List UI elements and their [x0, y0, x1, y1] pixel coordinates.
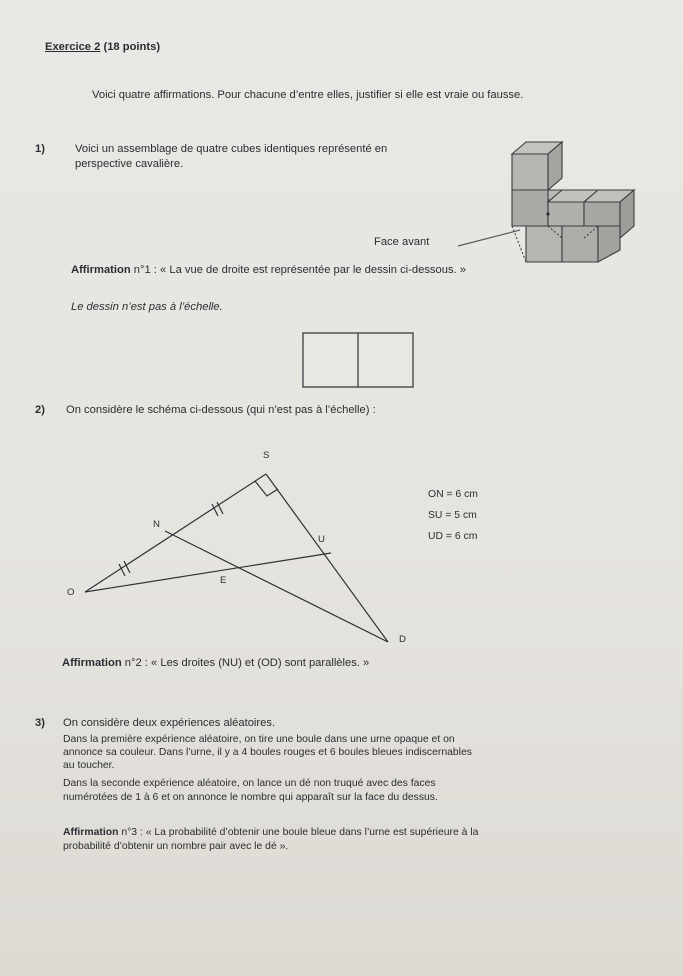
q3-p1-line2: annonce sa couleur. Dans l’urne, il y a 4 boules rouges et 6 boules bleues indiscernables	[63, 747, 472, 758]
exercise-points: (18 points)	[103, 41, 161, 53]
exercise-heading	[45, 40, 160, 54]
q1-number: 1)	[35, 143, 45, 155]
point-E: E	[220, 575, 227, 586]
point-N: N	[153, 519, 160, 530]
q1-line1: Voici un assemblage de quatre cubes identiques représenté en	[75, 143, 388, 155]
q1-line2: perspective cavalière.	[75, 158, 184, 170]
q3-affirmation-text: : « La probabilité d’obtenir une boule bleue dans l’urne est supérieure à la	[137, 827, 479, 838]
q3-affirmation-line2: probabilité d’obtenir un nombre pair avec le dé ».	[63, 841, 289, 852]
q1-affirmation-text: : « La vue de droite est représentée par le dessin ci-dessous. »	[150, 264, 467, 276]
q2-line1: On considère le schéma ci-dessous (qui n’est pas à l’échelle) :	[66, 404, 376, 416]
q2-affirmation-text: : « Les droites (NU) et (OD) sont parallèles. »	[141, 657, 370, 669]
right-view-drawing	[300, 330, 418, 390]
q2-affirmation-label: Affirmation	[62, 657, 122, 669]
q3-affirmation-num: n°3	[121, 827, 138, 838]
q3-p1-line3: au toucher.	[63, 760, 115, 771]
q3-affirmation	[63, 826, 478, 840]
q3-p1-line1: Dans la première expérience aléatoire, on tire une boule dans une urne opaque et on	[63, 734, 455, 745]
measure-UD: UD = 6 cm	[428, 531, 478, 542]
q1-affirmation-num: n°1	[133, 264, 151, 276]
triangle-figure	[55, 440, 415, 665]
q3-number: 3)	[35, 717, 45, 729]
measure-ON: ON = 6 cm	[428, 489, 478, 500]
q1-affirmation-label: Affirmation	[71, 264, 131, 276]
q2-number: 2)	[35, 404, 45, 416]
face-avant-arrow	[456, 226, 526, 250]
q2-affirmation	[62, 656, 369, 670]
point-D: D	[399, 634, 406, 645]
face-avant-label: Face avant	[374, 236, 430, 248]
point-S: S	[263, 450, 270, 461]
q2-affirmation-num: n°2	[124, 657, 142, 669]
q3-affirmation-label: Affirmation	[63, 827, 119, 838]
measure-SU: SU = 5 cm	[428, 510, 477, 521]
q3-p2-line2: numérotées de 1 à 6 et on annonce le nombre qui apparaît sur la face du dessus.	[63, 792, 438, 803]
q3-line1: On considère deux expériences aléatoires.	[63, 717, 276, 729]
q1-affirmation	[71, 263, 466, 277]
q3-p2-line1: Dans la seconde expérience aléatoire, on lance un dé non truqué avec des faces	[63, 778, 436, 789]
exercise-title: Exercice 2	[45, 41, 101, 53]
point-U: U	[318, 534, 325, 545]
q1-scale-note: Le dessin n’est pas à l’échelle.	[71, 301, 223, 313]
point-O: O	[67, 587, 75, 598]
exercise-intro: Voici quatre affirmations. Pour chacune d’entre elles, justifier si elle est vraie ou fausse.	[92, 89, 524, 101]
